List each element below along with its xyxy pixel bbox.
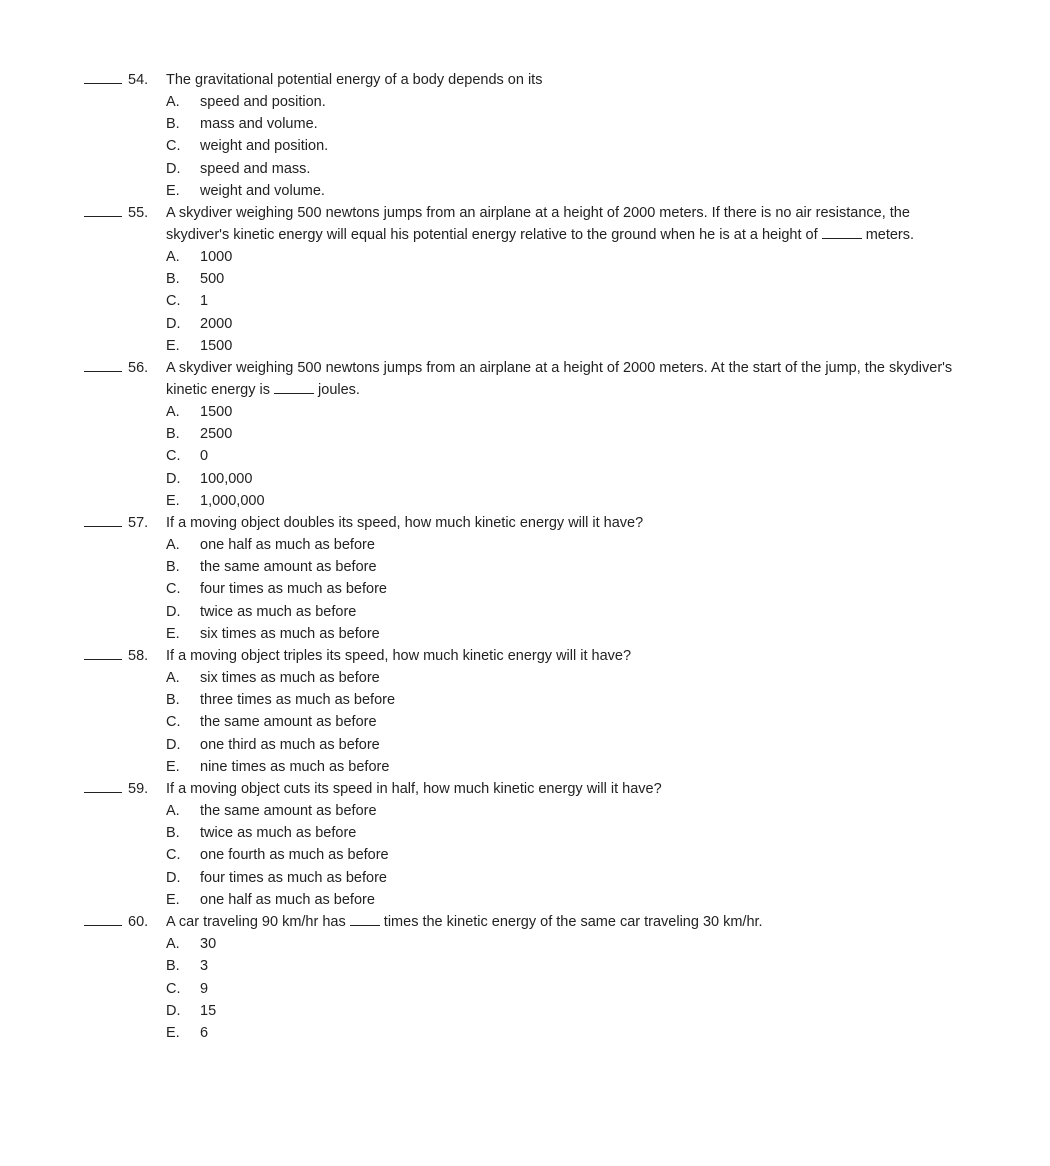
- options-list: [166, 401, 984, 512]
- option-letter: D.: [166, 603, 181, 620]
- stem-text: joules.: [318, 382, 360, 399]
- question-stem: [166, 778, 966, 800]
- options-list: [166, 800, 984, 911]
- option-text: one fourth as much as before: [200, 847, 389, 864]
- option-letter: A.: [166, 936, 180, 953]
- option: [166, 401, 984, 423]
- option-letter: B.: [166, 825, 180, 842]
- option: [166, 578, 984, 600]
- question-stem: [166, 645, 966, 667]
- option-letter: E.: [166, 337, 180, 354]
- option: [166, 844, 984, 866]
- option: [166, 91, 984, 113]
- options-list: [166, 246, 984, 357]
- question-number: 60.: [128, 914, 149, 931]
- option-text: 1000: [200, 249, 233, 266]
- stem-text: meters.: [865, 227, 915, 244]
- option: [166, 867, 984, 889]
- option: [166, 711, 984, 733]
- options-list: [166, 534, 984, 645]
- question-body: [166, 778, 984, 911]
- question-57: [84, 512, 984, 645]
- option-letter: E.: [166, 891, 180, 908]
- option-text: the same amount as before: [200, 803, 377, 820]
- option-letter: D.: [166, 869, 181, 886]
- option-text: 15: [200, 1002, 217, 1019]
- option-letter: B.: [166, 559, 180, 576]
- question-number: 58.: [128, 648, 149, 665]
- option-text: one third as much as before: [200, 736, 380, 753]
- stem-text: If a moving object cuts its speed in half, how much kinetic energy will it have?: [166, 781, 662, 798]
- option-text: 500: [200, 271, 225, 288]
- answer-blank[interactable]: [84, 778, 122, 793]
- option-letter: B.: [166, 116, 180, 133]
- option: [166, 1000, 984, 1022]
- question-stem: [166, 69, 966, 91]
- option: [166, 268, 984, 290]
- option-text: 3: [200, 958, 209, 975]
- question-54: [84, 69, 984, 202]
- option-text: mass and volume.: [200, 116, 318, 133]
- option: [166, 335, 984, 357]
- option-letter: B.: [166, 958, 180, 975]
- stem-text: The gravitational potential energy of a body depends on its: [166, 72, 543, 88]
- option: [166, 623, 984, 645]
- option: [166, 468, 984, 490]
- stem-text: A car traveling 90 km/hr has: [166, 914, 346, 931]
- question-58: [84, 645, 984, 778]
- option: [166, 889, 984, 911]
- question-55: [84, 202, 984, 357]
- option-text: 0: [200, 448, 209, 465]
- option-text: nine times as much as before: [200, 758, 390, 775]
- option-text: speed and mass.: [200, 160, 311, 177]
- question-59: [84, 778, 984, 911]
- option-letter: D.: [166, 315, 181, 332]
- answer-blank[interactable]: [84, 512, 122, 527]
- stem-text: A skydiver weighing 500 newtons jumps from an airplane at a height of 2000 meters. If there is no air resistance, the skydiver's kinetic energy will equal his potential energy relative to the ground when he is at a height of: [166, 205, 910, 244]
- question-number: 55.: [128, 205, 149, 222]
- answer-blank[interactable]: [84, 911, 122, 926]
- option-letter: D.: [166, 1002, 181, 1019]
- option: [166, 423, 984, 445]
- option-letter: C.: [166, 448, 181, 465]
- option: [166, 180, 984, 202]
- question-number: 54.: [128, 72, 149, 88]
- option: [166, 313, 984, 335]
- option-letter: C.: [166, 138, 181, 155]
- option-text: 1500: [200, 337, 233, 354]
- answer-blank[interactable]: [84, 202, 122, 217]
- option: [166, 800, 984, 822]
- option-letter: A.: [166, 803, 180, 820]
- option-text: one half as much as before: [200, 891, 375, 908]
- stem-text: times the kinetic energy of the same car traveling 30 km/hr.: [383, 914, 763, 931]
- option: [166, 158, 984, 180]
- option-letter: B.: [166, 271, 180, 288]
- option-letter: C.: [166, 847, 181, 864]
- option: [166, 290, 984, 312]
- option-text: weight and volume.: [200, 182, 325, 199]
- option-letter: A.: [166, 537, 180, 554]
- fill-in-blank[interactable]: [274, 381, 314, 394]
- question-body: [166, 202, 984, 357]
- option: [166, 933, 984, 955]
- option-text: 6: [200, 1024, 209, 1041]
- option-text: 9: [200, 980, 209, 997]
- option: [166, 1022, 984, 1044]
- option-text: 2000: [200, 315, 233, 332]
- option-text: six times as much as before: [200, 625, 380, 642]
- option-text: twice as much as before: [200, 825, 357, 842]
- stem-text: If a moving object doubles its speed, how much kinetic energy will it have?: [166, 515, 644, 532]
- option-letter: D.: [166, 736, 181, 753]
- option: [166, 445, 984, 467]
- option-letter: D.: [166, 470, 181, 487]
- worksheet: [84, 69, 984, 1044]
- option: [166, 534, 984, 556]
- question-number: 57.: [128, 515, 149, 532]
- question-stem: [166, 512, 966, 534]
- option-letter: B.: [166, 692, 180, 709]
- option: [166, 955, 984, 977]
- option-text: 30: [200, 936, 217, 953]
- question-body: [166, 357, 984, 512]
- option-letter: D.: [166, 160, 181, 177]
- question-60: [84, 911, 984, 1044]
- option: [166, 734, 984, 756]
- option-text: weight and position.: [200, 138, 329, 155]
- option-letter: A.: [166, 404, 180, 421]
- option-text: three times as much as before: [200, 692, 396, 709]
- option-letter: E.: [166, 492, 180, 509]
- option-letter: C.: [166, 714, 181, 731]
- option: [166, 667, 984, 689]
- option-letter: C.: [166, 980, 181, 997]
- stem-text: A skydiver weighing 500 newtons jumps from an airplane at a height of 2000 meters. At the start of the jump, the skydiver's kinetic energy is: [166, 360, 953, 399]
- option-text: the same amount as before: [200, 714, 377, 731]
- option-text: 1: [200, 293, 209, 310]
- option-letter: A.: [166, 249, 180, 266]
- question-body: [166, 645, 984, 778]
- option-text: the same amount as before: [200, 559, 377, 576]
- option-letter: E.: [166, 1024, 180, 1041]
- option: [166, 490, 984, 512]
- option: [166, 246, 984, 268]
- option: [166, 689, 984, 711]
- option-letter: E.: [166, 625, 180, 642]
- option-letter: E.: [166, 182, 180, 199]
- fill-in-blank[interactable]: [822, 226, 862, 239]
- option-text: four times as much as before: [200, 869, 387, 886]
- options-list: [166, 667, 984, 778]
- stem-text: If a moving object triples its speed, how much kinetic energy will it have?: [166, 648, 632, 665]
- option-text: four times as much as before: [200, 581, 387, 598]
- options-list: [166, 91, 984, 202]
- question-body: [166, 69, 984, 202]
- question-number: 56.: [128, 360, 149, 377]
- question-stem: [166, 202, 966, 246]
- option-text: 1500: [200, 404, 233, 421]
- option: [166, 135, 984, 157]
- option-text: twice as much as before: [200, 603, 357, 620]
- option: [166, 601, 984, 623]
- option-text: six times as much as before: [200, 670, 380, 687]
- answer-blank[interactable]: [84, 357, 122, 372]
- option: [166, 822, 984, 844]
- option-letter: B.: [166, 426, 180, 443]
- question-body: [166, 911, 984, 1044]
- option-letter: C.: [166, 581, 181, 598]
- option-text: 2500: [200, 426, 233, 443]
- option: [166, 556, 984, 578]
- question-body: [166, 512, 984, 645]
- option-letter: C.: [166, 293, 181, 310]
- option-letter: A.: [166, 670, 180, 687]
- question-56: [84, 357, 984, 512]
- option: [166, 113, 984, 135]
- option: [166, 978, 984, 1000]
- question-stem: [166, 911, 966, 933]
- option-text: 100,000: [200, 470, 253, 487]
- option-text: 1,000,000: [200, 492, 265, 509]
- option: [166, 756, 984, 778]
- options-list: [166, 933, 984, 1044]
- option-text: speed and position.: [200, 94, 326, 110]
- option-letter: E.: [166, 758, 180, 775]
- fill-in-blank[interactable]: [350, 913, 380, 926]
- question-number: 59.: [128, 781, 149, 798]
- answer-blank[interactable]: [84, 645, 122, 660]
- question-stem: [166, 357, 966, 401]
- option-letter: A.: [166, 94, 180, 110]
- answer-blank[interactable]: [84, 69, 122, 84]
- option-text: one half as much as before: [200, 537, 375, 554]
